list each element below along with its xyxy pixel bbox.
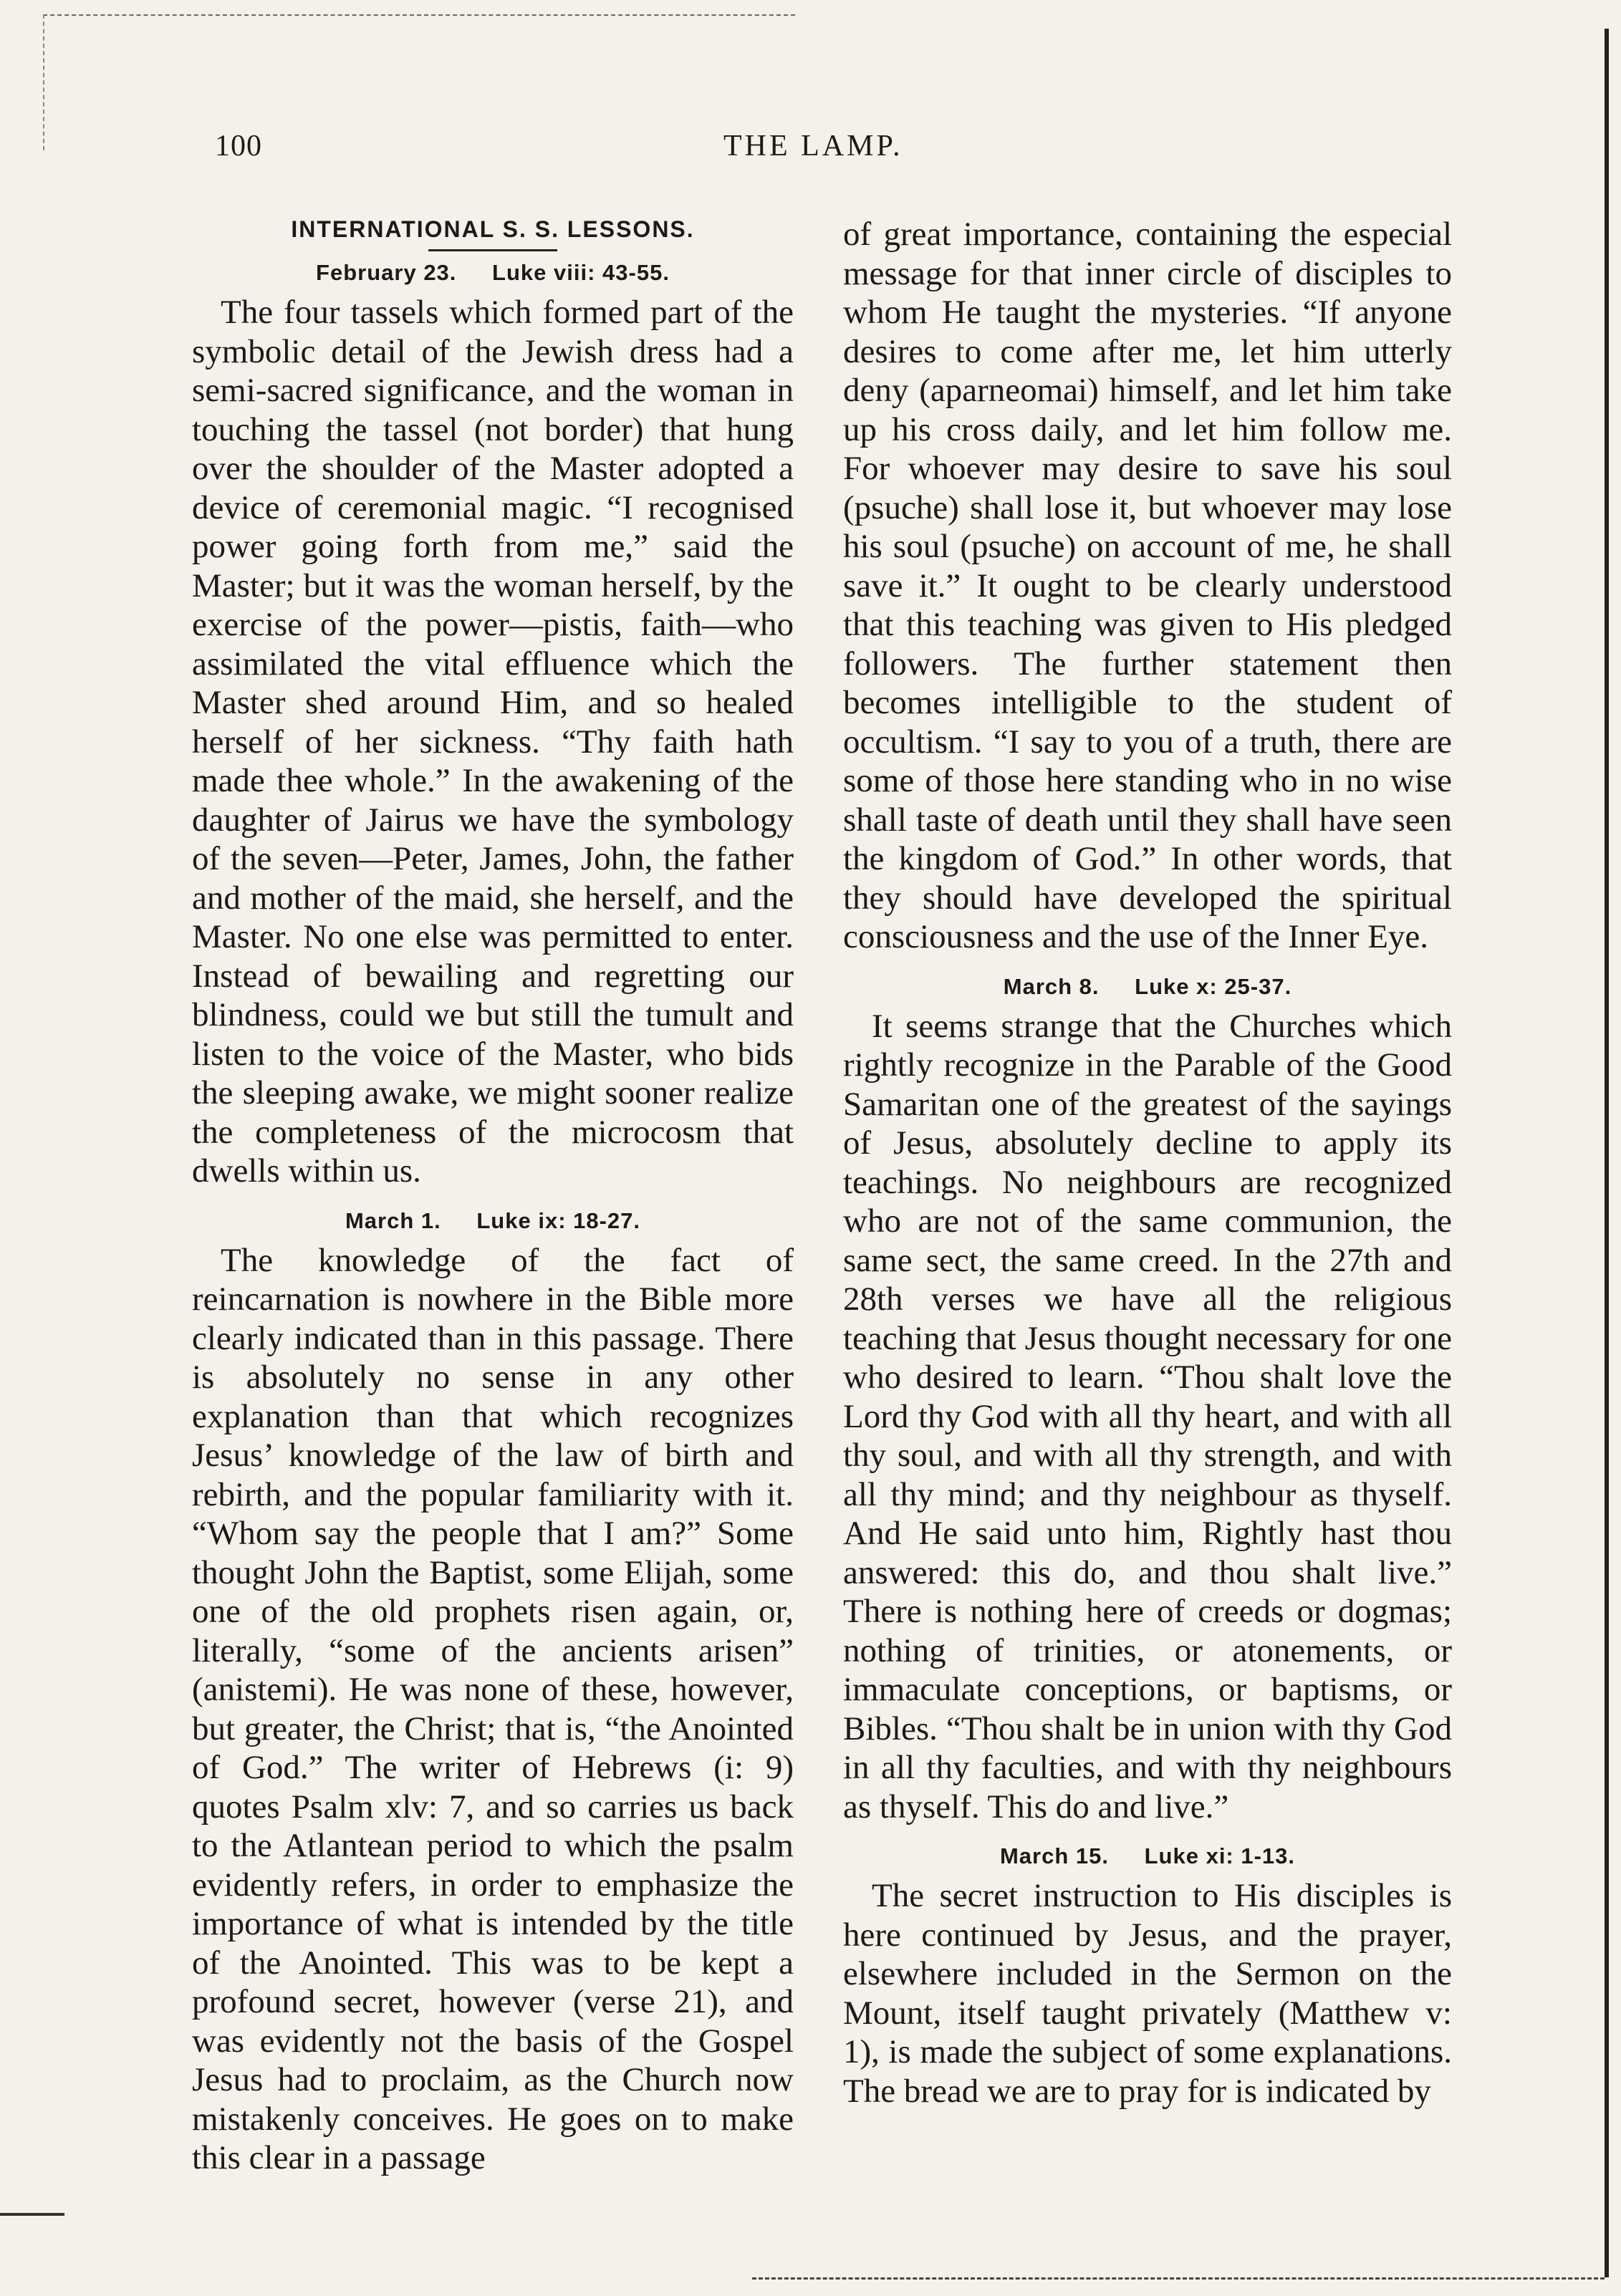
lesson-date: March 1. <box>345 1207 441 1233</box>
section-title: INTERNATIONAL S. S. LESSONS. <box>291 216 695 242</box>
scan-border-top <box>43 14 795 17</box>
scan-border-right <box>1605 29 1609 2277</box>
lesson-text: It seems strange that the Churches which rightly recognize in the Parable of the Good Samaritan one of the greatest of the sayings of Jesus, absolutely decline to apply its teachings. No neighbours are recognized who are not of the same communion, the same sect, the same creed. In the 27th and 28th verses we have all the religious teaching that Jesus thought necessary for one who desired to learn. “Thou shalt love the Lord thy God with all thy heart, and with all thy soul, and with all thy strength, and with all thy mind; and thy neighbour as thyself. And He said unto him, Rightly hast thou answered: this do, and thou shalt live.” There is nothing here of creeds or dogmas; nothing of trinities, or atonements, or immaculate conceptions, or baptisms, or Bibles. “Thou shalt be in union with thy God in all thy faculties, and with thy neighbours as thyself. This do and live.” <box>843 1007 1452 1825</box>
lesson-reference: Luke ix: 18-27. <box>476 1207 641 1233</box>
scan-border-left <box>43 14 46 150</box>
lesson-reference: Luke xi: 1-13. <box>1144 1843 1296 1868</box>
title-rule <box>428 249 557 251</box>
continued-text: of great importance, containing the especial message for that inner circle of disciples to whom He taught the mysteries. “If anyone desires to come after me, let him utterly deny (aparneomai) himself, and let him take up his cross daily, and let him follow me. For whoever may desire to save his soul (psuche) shall lose it, but whoever may lose his soul (psuche) on account of me, he shall save it.” It ought to be clearly understood that this teaching was given to His pledged followers. The further statement then becomes intelligible to the student of occultism. “I say to you of a truth, there are some of those here standing who in no wise shall taste of death until they shall have seen the kingdom of God.” In other words, that they should have developed the spiritual consciousness and the use of the Inner Eye. <box>843 216 1452 955</box>
lesson-reference: Luke x: 25-37. <box>1135 973 1292 999</box>
lesson-text: The secret instruction to His disciples is here continued by Jesus, and the prayer, elsewhere included in the Sermon on the Mount, itself taught privately (Matthew v: 1), is made the subject of some explanations. The bread we are to pray for is indicated by <box>843 1877 1452 2110</box>
lesson-date: February 23. <box>316 260 457 285</box>
lesson-reference: Luke viii: 43-55. <box>492 260 670 285</box>
lesson-date: March 8. <box>1003 973 1100 999</box>
scan-border-bottom <box>752 2277 1605 2282</box>
left-column <box>192 215 794 2194</box>
lesson-text: The knowledge of the fact of reincarnation is nowhere in the Bible more clearly indicated than in this passage. There is absolutely no sense in any other explanation than that which recognizes Jesus’ knowledge of the law of birth and rebirth, and the popular familiarity with it. “Whom say the people that I am?” Some thought John the Baptist, some Elijah, some one of the old prophets risen again, or, literally, “some of the ancients arisen” (anistemi). He was none of these, however, but greater, the Christ; that is, “the Anointed of God.” The writer of Hebrews (i: 9) quotes Psalm xlv: 7, and so carries us back to the Atlantean period to which the psalm evidently refers, in order to emphasize the importance of what is intended by the title of the Anointed. This was to be kept a profound secret, however (verse 21), and was evidently not the basis of the Gospel Jesus had to proclaim, as the Church now mistakenly conceives. He goes on to make this clear in a passage <box>192 1241 794 2176</box>
page-header <box>215 129 1461 179</box>
running-title: THE LAMP. <box>723 130 903 163</box>
lesson-heading <box>192 259 794 287</box>
page-number: 100 <box>215 130 262 163</box>
margin-mark <box>0 2213 64 2216</box>
lesson-heading <box>192 1207 794 1235</box>
right-column <box>843 215 1452 2126</box>
lesson-text: The four tassels which formed part of the symbolic detail of the Jewish dress had a semi-sacred significance, and the woman in touching the tassel (not border) that hung over the shoulder of the Master adopted a device of ceremonial magic. “I recognised power going forth from me,” said the Master; but it was the woman herself, by the exercise of the power—pistis, faith—who assimilated the vital effluence which the Master shed around Him, and so healed herself of her sickness. “Thy faith hath made thee whole.” In the awakening of the daughter of Jairus we have the symbology of the seven—Peter, James, John, the father and mother of the maid, she herself, and the Master. No one else was permitted to enter. Instead of bewailing and regretting our blindness, could we but still the tumult and listen to the voice of the Master, who bids the sleeping awake, we might sooner realize the completeness of the microcosm that dwells within us. <box>192 294 794 1190</box>
lesson-heading <box>843 1842 1452 1871</box>
lesson-date: March 15. <box>999 1843 1109 1868</box>
lesson-heading <box>843 973 1452 1001</box>
